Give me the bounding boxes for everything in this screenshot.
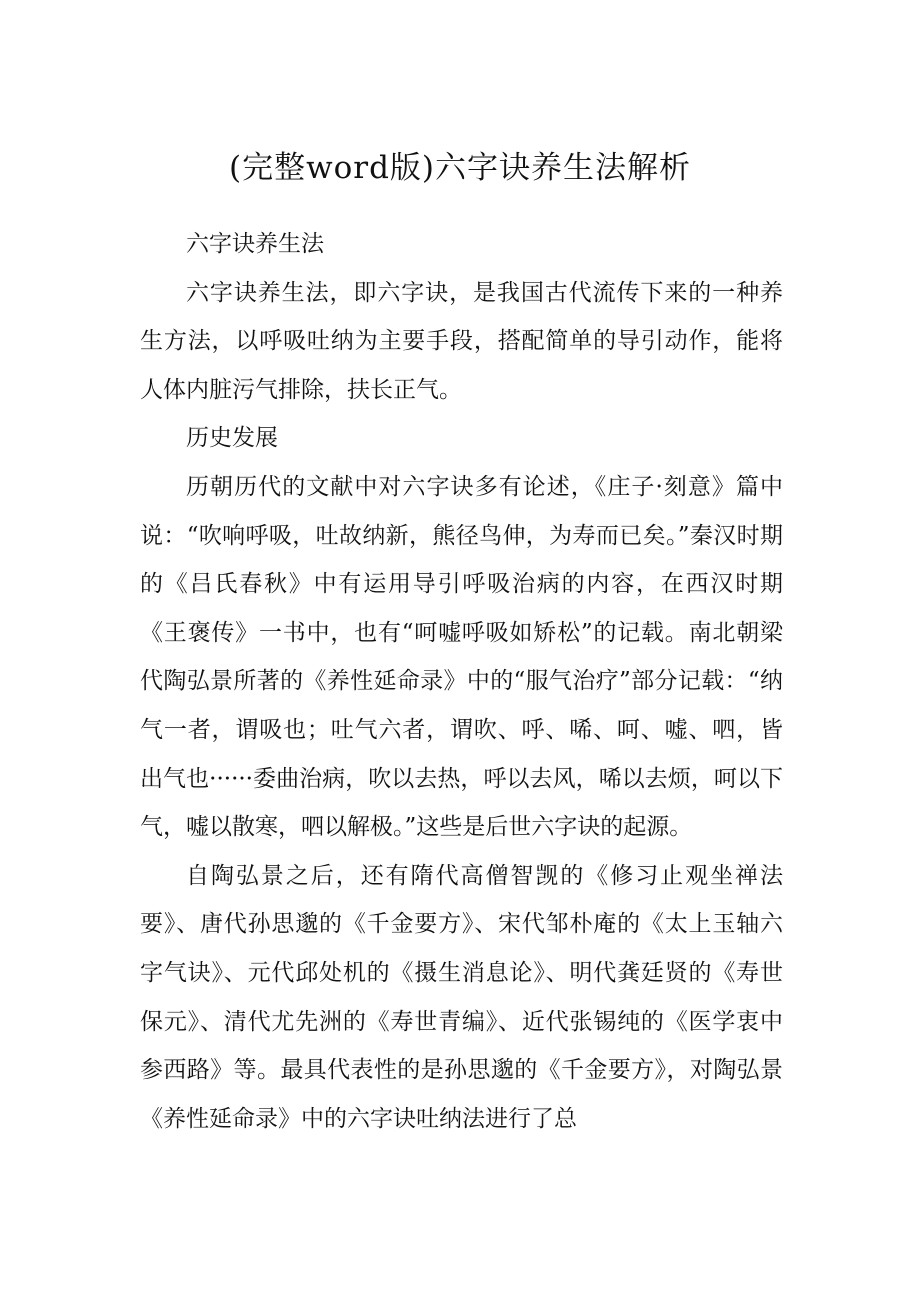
document-body bbox=[140, 220, 783, 1143]
history-paragraph-1: 历朝历代的文献中对六字诀多有论述，《庄子·刻意》篇中说：“吹响呼吸，吐故纳新，熊径鸟伸，为寿而已矣。”秦汉时期的《吕氏春秋》中有运用导引呼吸治病的内容，在西汉时期《王褒传》一书中，也有“呵嘘呼吸如矫松”的记载。南北朝梁代陶弘景所著的《养性延命录》中的“服气治疗”部分记载：“纳气一者，谓吸也；吐气六者，谓吹、呼、唏、呵、嘘、呬，皆出气也······委曲治病，吹以去热，呼以去风，唏以去烦，呵以下气，嘘以散寒，呬以解极。”这些是后世六字诀的起源。 bbox=[140, 473, 783, 841]
section-heading-method: 六字诀养生法 bbox=[186, 231, 324, 257]
section-heading-history: 历史发展 bbox=[186, 425, 278, 452]
history-paragraph-2: 自陶弘景之后，还有隋代高僧智觊的《修习止观坐禅法要》、唐代孙思邈的《千金要方》、宋代邹朴庵的《太上玉轴六字气诀》、元代邱处机的《摄生消息论》、明代龚廷贤的《寿世保元》、清代尤先洲的《寿世青编》、近代张锡纯的《医学衷中参西路》等。最具代表性的是孙思邈的《千金要方》，对陶弘景《养性延命录》中的六字诀吐纳法进行了总 bbox=[140, 862, 783, 1132]
intro-paragraph: 六字诀养生法，即六字诀，是我国古代流传下来的一种养生方法，以呼吸吐纳为主要手段，搭配简单的导引动作，能将人体内脏污气排除，扶长正气。 bbox=[140, 279, 783, 403]
document-title: (完整word版)六字诀养生法解析 bbox=[228, 150, 692, 186]
